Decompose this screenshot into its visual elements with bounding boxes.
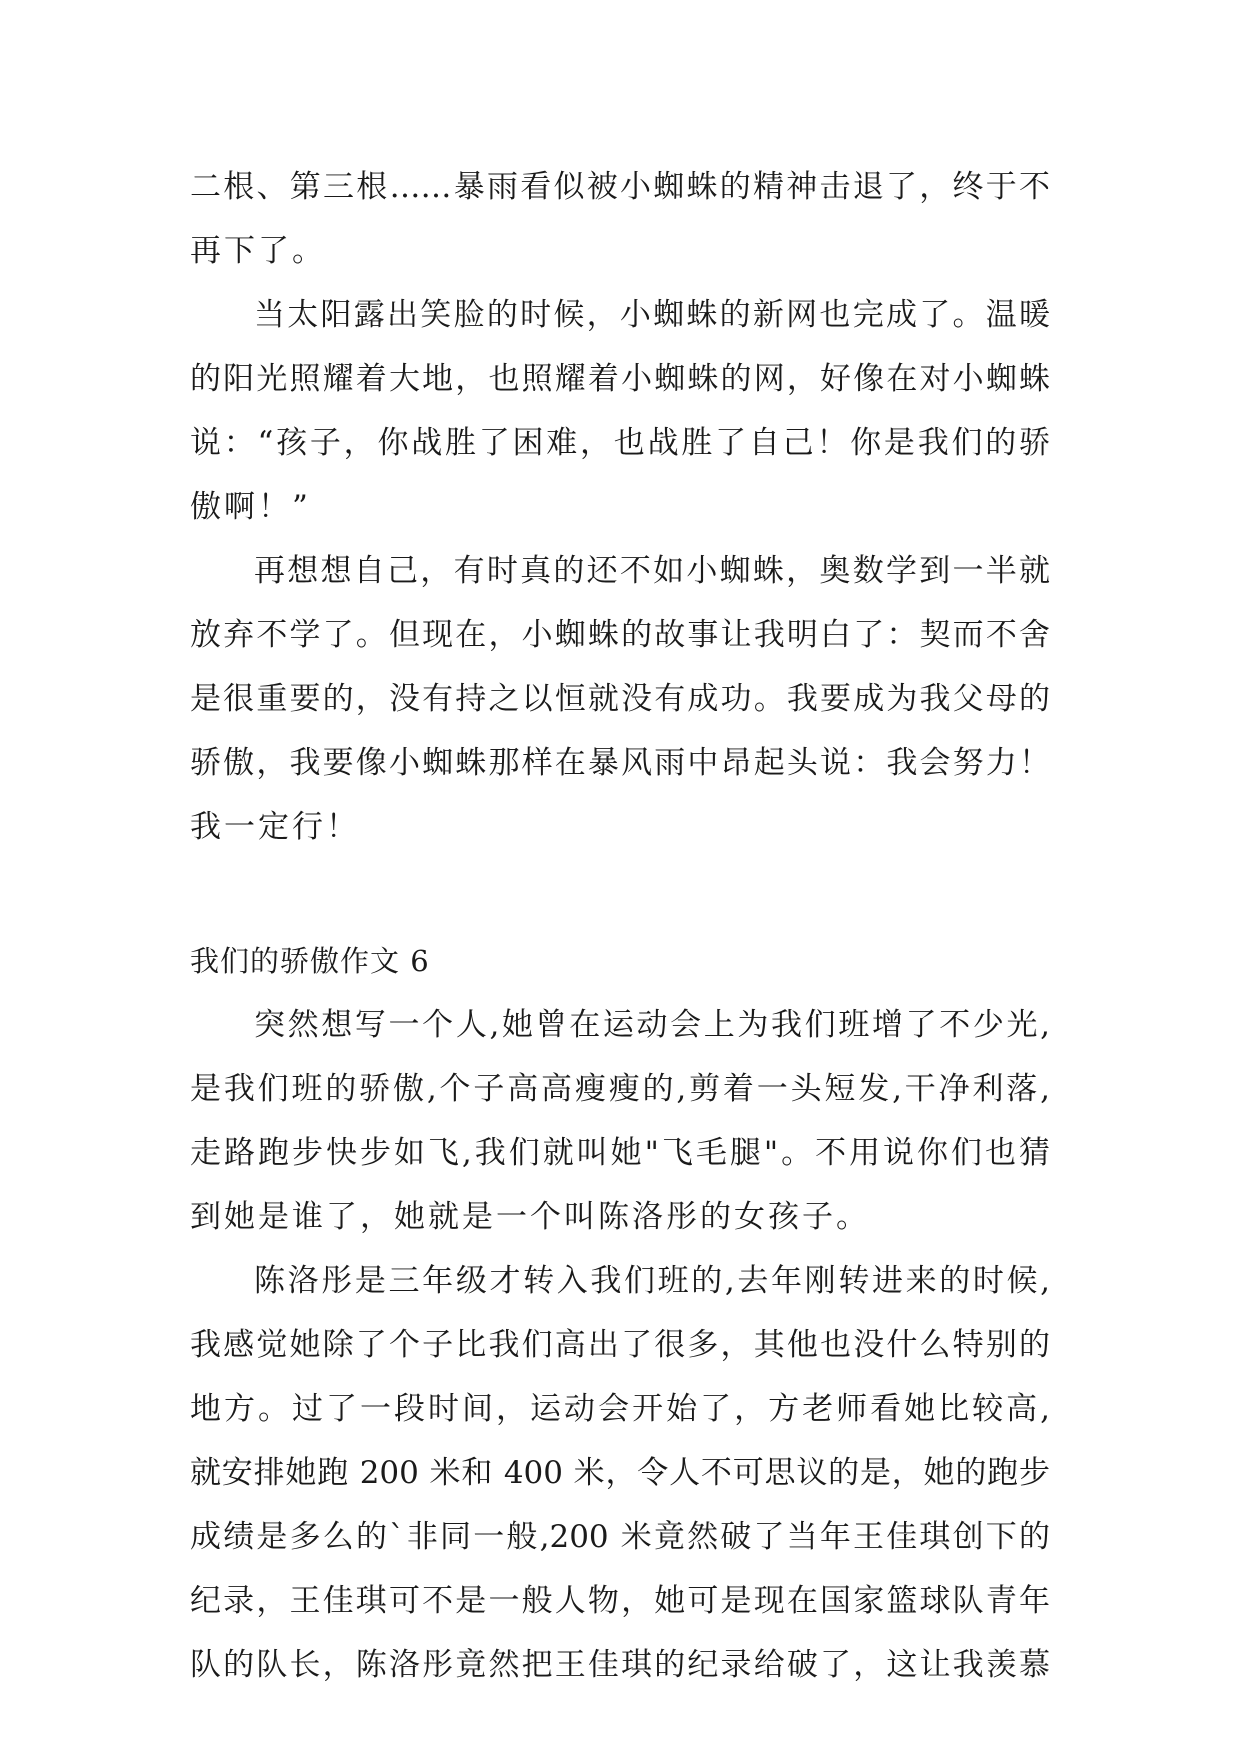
text-line: 我一定行！ — [190, 809, 360, 845]
text-line: 再下了。 — [190, 233, 326, 269]
text-line: 陈洛彤是三年级才转入我们班的,去年刚转进来的时候, — [254, 1263, 1050, 1299]
paragraph-5 — [190, 1249, 1050, 1697]
text-line: 的阳光照耀着大地，也照耀着小蜘蛛的网，好像在对小蜘蛛 — [190, 361, 1050, 397]
text-line: 傲啊！” — [190, 489, 311, 525]
section-gap — [190, 859, 1050, 929]
text-line: 地方。过了一段时间，运动会开始了，方老师看她比较高, — [190, 1391, 1050, 1427]
text-line: 我感觉她除了个子比我们高出了很多，其他也没什么特别的 — [190, 1327, 1050, 1363]
document-page — [190, 155, 1050, 1697]
text-line: 到她是谁了，她就是一个叫陈洛彤的女孩子。 — [190, 1199, 870, 1235]
text-line: 队的队长，陈洛彤竟然把王佳琪的纪录给破了，这让我羡慕 — [190, 1647, 1050, 1683]
text-line: 骄傲，我要像小蜘蛛那样在暴风雨中昂起头说：我会努力！ — [190, 745, 1050, 781]
paragraph-3 — [190, 539, 1050, 859]
text-line: 二根、第三根……暴雨看似被小蜘蛛的精神击退了，终于不 — [190, 169, 1050, 205]
paragraph-2 — [190, 283, 1050, 539]
text-line: 突然想写一个人,她曾在运动会上为我们班增了不少光, — [254, 1007, 1050, 1043]
text-line: 是我们班的骄傲,个子高高瘦瘦的,剪着一头短发,干净利落, — [190, 1071, 1050, 1107]
paragraph-4 — [190, 993, 1050, 1249]
text-line: 说：“孩子，你战胜了困难，也战胜了自己！你是我们的骄 — [190, 425, 1050, 461]
text-line: 走路跑步快步如飞,我们就叫她"飞毛腿"。不用说你们也猜 — [190, 1135, 1050, 1171]
text-line: 就安排她跑 200 米和 400 米，令人不可思议的是，她的跑步 — [190, 1455, 1050, 1491]
paragraph-1 — [190, 155, 1050, 283]
text-line: 放弃不学了。但现在，小蜘蛛的故事让我明白了：契而不舍 — [190, 617, 1050, 653]
text-line: 是很重要的，没有持之以恒就没有成功。我要成为我父母的 — [190, 681, 1050, 717]
text-line: 成绩是多么的`非同一般,200 米竟然破了当年王佳琪创下的 — [190, 1519, 1050, 1555]
text-line: 再想想自己，有时真的还不如小蜘蛛，奥数学到一半就 — [254, 553, 1050, 589]
section-heading: 我们的骄傲作文 6 — [190, 944, 430, 978]
text-line: 当太阳露出笑脸的时候，小蜘蛛的新网也完成了。温暖 — [254, 297, 1050, 333]
text-line: 纪录，王佳琪可不是一般人物，她可是现在国家篮球队青年 — [190, 1583, 1050, 1619]
